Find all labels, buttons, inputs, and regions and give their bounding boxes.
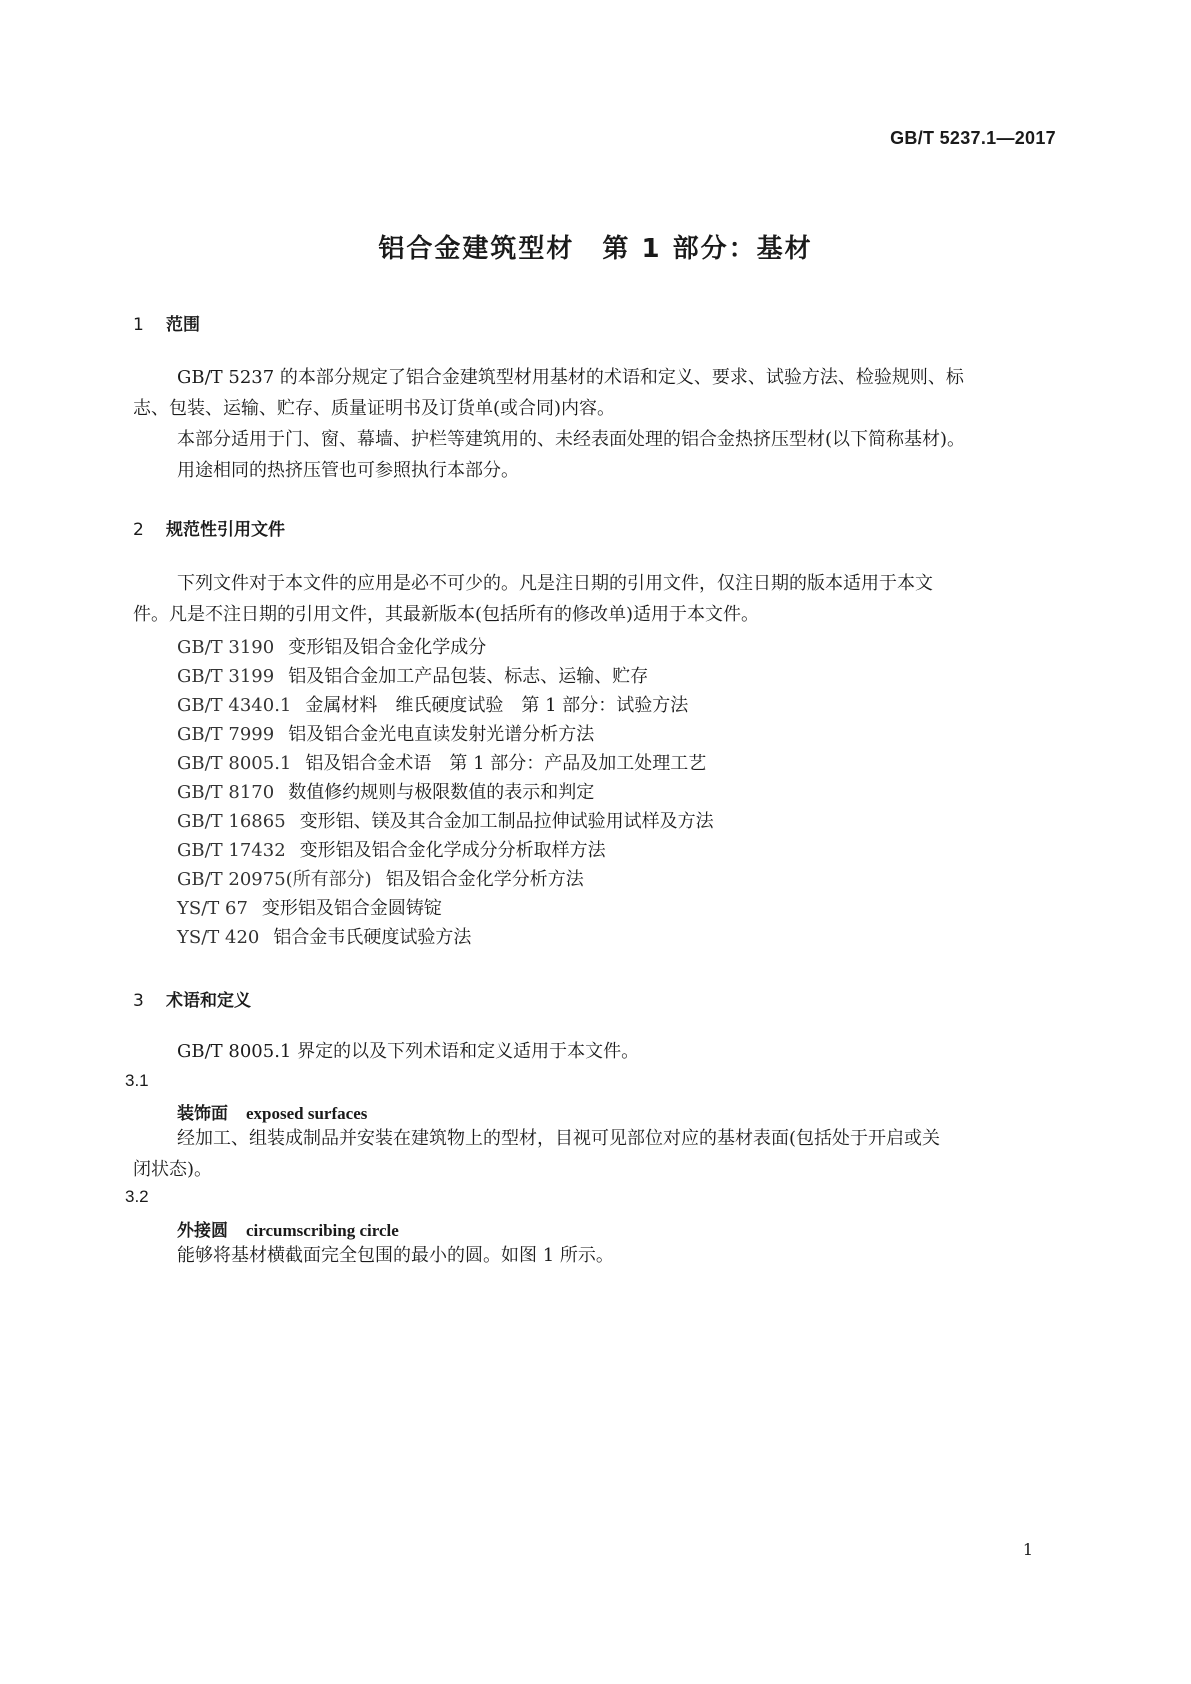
reference-title: 铝及铝合金光电直读发射光谱分析方法 (288, 724, 595, 745)
term-definition: 闭状态)。 (133, 1159, 213, 1180)
section-title: 术语和定义 (166, 991, 251, 1011)
paragraph: GB/T 5237 的本部分规定了铝合金建筑型材用基材的术语和定义、要求、试验方法、检验规则、标 (177, 367, 964, 388)
page-number: 1 (1022, 1540, 1033, 1559)
reference-code: GB/T 17432 (177, 840, 286, 861)
reference-item (177, 720, 594, 746)
term-definition: 经加工、组装成制品并安装在建筑物上的型材，目视可见部位对应的基材表面(包括处于开启或关 (177, 1128, 941, 1149)
reference-item (177, 865, 584, 891)
reference-title: 铝及铝合金加工产品包装、标志、运输、贮存 (288, 666, 649, 687)
section-number: 3 (133, 991, 144, 1011)
term-number: 3.2 (125, 1187, 149, 1206)
reference-code: YS/T 67 (177, 898, 248, 919)
reference-item (177, 633, 486, 659)
reference-code: YS/T 420 (177, 927, 260, 948)
reference-item (177, 778, 594, 804)
reference-title: 金属材料 维氏硬度试验 第 1 部分：试验方法 (305, 695, 689, 716)
reference-item (177, 662, 648, 688)
reference-title: 变形铝及铝合金化学成分 (288, 637, 487, 658)
reference-title: 数值修约规则与极限数值的表示和判定 (288, 782, 595, 803)
section-number: 1 (133, 315, 144, 335)
paragraph: 用途相同的热挤压管也可参照执行本部分。 (177, 460, 519, 481)
section-title: 范围 (166, 315, 200, 335)
term-heading (177, 1216, 399, 1241)
reference-item (177, 923, 471, 949)
paragraph: 志、包装、运输、贮存、质量证明书及订货单(或合同)内容。 (133, 398, 616, 419)
term-heading (177, 1099, 367, 1124)
reference-item (177, 749, 706, 775)
section-1-heading (133, 310, 200, 335)
reference-code: GB/T 7999 (177, 724, 275, 745)
paragraph: 本部分适用于门、窗、幕墙、护栏等建筑用的、未经表面处理的铝合金热挤压型材(以下简称基材)。 (177, 429, 966, 450)
term-number: 3.1 (125, 1071, 149, 1090)
document-title: 铝合金建筑型材 第 1 部分：基材 (378, 234, 813, 264)
reference-title: 变形铝及铝合金化学成分分析取样方法 (299, 840, 606, 861)
reference-code: GB/T 20975(所有部分) (177, 869, 372, 890)
reference-title: 铝及铝合金术语 第 1 部分：产品及加工处理工艺 (305, 753, 707, 774)
term-zh: 装饰面 (177, 1104, 228, 1124)
reference-title: 变形铝、镁及其合金加工制品拉伸试验用试样及方法 (299, 811, 714, 832)
term-definition: 能够将基材横截面完全包围的最小的圆。如图 1 所示。 (177, 1245, 614, 1266)
reference-item (177, 836, 606, 862)
section-2-heading (133, 515, 285, 540)
reference-code: GB/T 8170 (177, 782, 275, 803)
reference-code: GB/T 3199 (177, 666, 275, 687)
section-3-heading (133, 986, 251, 1011)
reference-code: GB/T 16865 (177, 811, 286, 832)
paragraph: 件。凡是不注日期的引用文件，其最新版本(包括所有的修改单)适用于本文件。 (133, 604, 760, 625)
reference-item (177, 894, 442, 920)
term-en: circumscribing circle (246, 1221, 399, 1240)
reference-item (177, 691, 688, 717)
reference-code: GB/T 8005.1 (177, 753, 292, 774)
paragraph: GB/T 8005.1 界定的以及下列术语和定义适用于本文件。 (177, 1041, 640, 1062)
section-title: 规范性引用文件 (166, 520, 285, 540)
section-number: 2 (133, 520, 144, 540)
reference-item (177, 807, 714, 833)
reference-title: 铝合金韦氏硬度试验方法 (273, 927, 472, 948)
standard-id: GB/T 5237.1—2017 (890, 128, 1056, 148)
reference-title: 变形铝及铝合金圆铸锭 (261, 898, 442, 919)
term-zh: 外接圆 (177, 1221, 228, 1241)
reference-code: GB/T 3190 (177, 637, 275, 658)
reference-code: GB/T 4340.1 (177, 695, 292, 716)
paragraph: 下列文件对于本文件的应用是必不可少的。凡是注日期的引用文件，仅注日期的版本适用于本文 (177, 573, 933, 594)
term-en: exposed surfaces (246, 1104, 368, 1123)
reference-title: 铝及铝合金化学分析方法 (385, 869, 584, 890)
